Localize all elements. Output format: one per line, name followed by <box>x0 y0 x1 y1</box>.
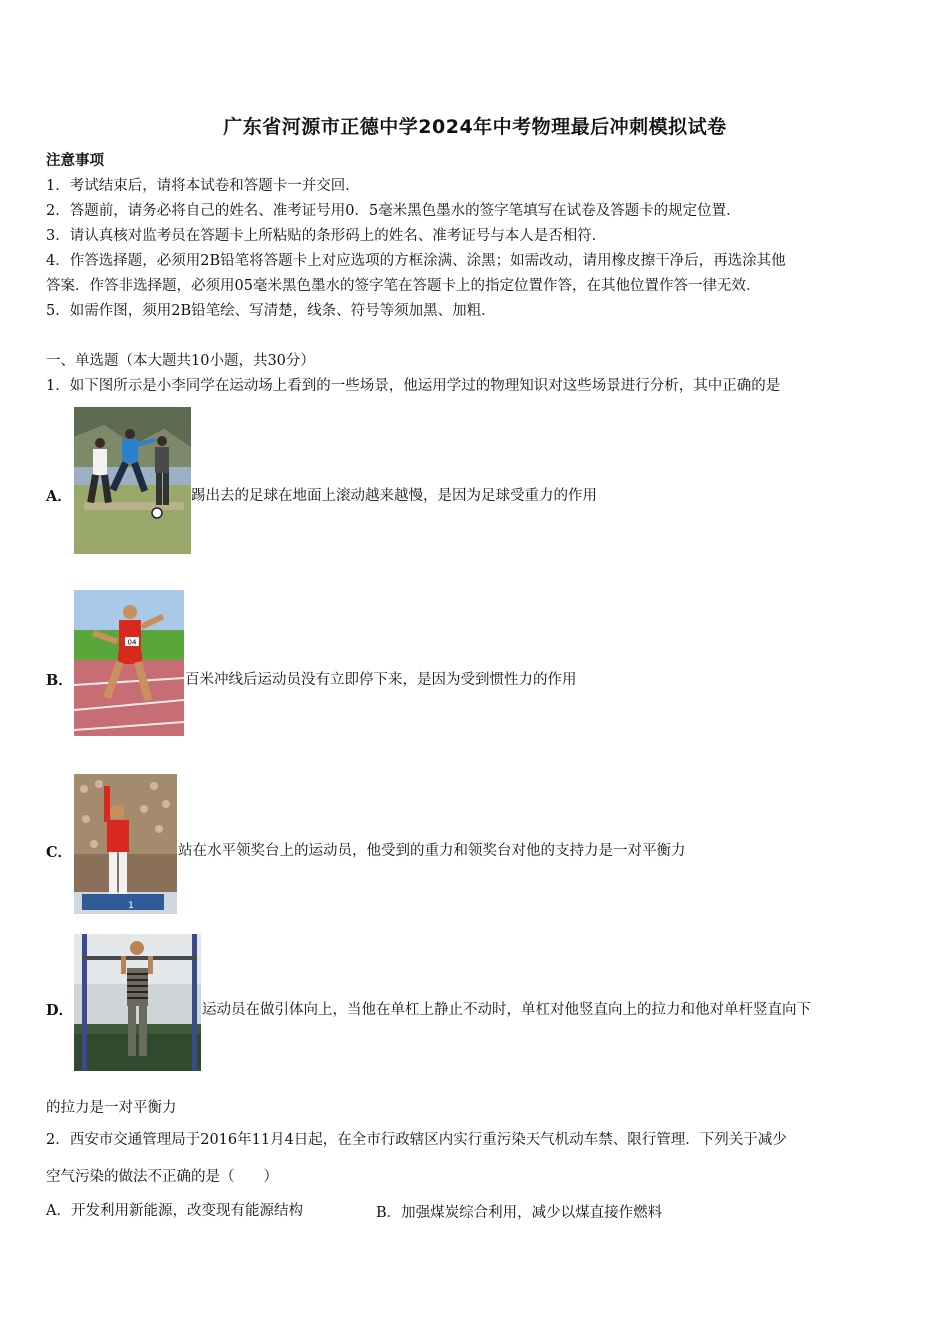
pullup-photo <box>74 934 201 1071</box>
question-2-stem-line2: 空气污染的做法不正确的是（ ） <box>46 1169 278 1185</box>
option-d-text: 运动员在做引体向上，当他在单杠上静止不动时，单杠对他竖直向上的拉力和他对单杆竖直向下 <box>202 1002 811 1018</box>
sprinter-photo <box>74 590 184 736</box>
notice-item: 3．请认真核对监考员在答题卡上所粘贴的条形码上的姓名、准考证号与本人是否相符． <box>46 228 607 244</box>
exam-title: 广东省河源市正德中学2024年中考物理最后冲刺模拟试卷 <box>223 116 727 138</box>
option-d-continuation: 的拉力是一对平衡力 <box>46 1100 177 1116</box>
section-heading: 一、单选题（本大题共10小题，共30分） <box>46 353 315 369</box>
option-c-label: C． <box>46 844 73 861</box>
option-a-label: A． <box>46 488 72 505</box>
question-2-option-b: B．加强煤炭综合利用，减少以煤直接作燃料 <box>376 1205 663 1221</box>
podium-number: 1 <box>128 901 134 911</box>
option-c-text: 站在水平领奖台上的运动员，他受到的重力和领奖台对他的支持力是一对平衡力 <box>178 843 686 859</box>
option-d-label: D． <box>46 1002 74 1019</box>
option-b-label: B． <box>46 672 73 689</box>
option-b-text: 百米冲线后运动员没有立即停下来，是因为受到惯性力的作用 <box>185 672 577 688</box>
bib-number: 04 <box>127 638 137 647</box>
question-2-option-a: A．开发利用新能源，改变现有能源结构 <box>46 1203 303 1219</box>
notice-item: 1．考试结束后，请将本试卷和答题卡一并交回． <box>46 178 360 194</box>
soccer-photo <box>74 407 191 554</box>
option-a-text: 踢出去的足球在地面上滚动越来越慢，是因为足球受重力的作用 <box>191 488 597 504</box>
notice-item: 5．如需作图，须用2B铅笔绘、写清楚，线条、符号等须加黑、加粗． <box>46 303 496 319</box>
notice-item: 4．作答选择题，必须用2B铅笔将答题卡上对应选项的方框涂满、涂黑；如需改动，请用橡皮擦干净后，再选涂其他 <box>46 253 786 269</box>
question-2-stem: 2．西安市交通管理局于2016年11月4日起，在全市行政辖区内实行重污染天气机动车禁、限行管理．下列关于减少 <box>46 1132 787 1148</box>
notice-heading: 注意事项 <box>46 152 104 169</box>
notice-item: 答案．作答非选择题，必须用05毫米黑色墨水的签字笔在答题卡上的指定位置作答，在其他位置作答一律无效． <box>46 278 761 294</box>
notice-item: 2．答题前，请务必将自己的姓名、准考证号用0．5毫米黑色墨水的签字笔填写在试卷及答题卡的规定位置． <box>46 203 741 219</box>
question-1-stem: 1．如下图所示是小李同学在运动场上看到的一些场景，他运用学过的物理知识对这些场景进行分析，其中正确的是 <box>46 378 781 394</box>
podium-photo <box>74 774 177 914</box>
